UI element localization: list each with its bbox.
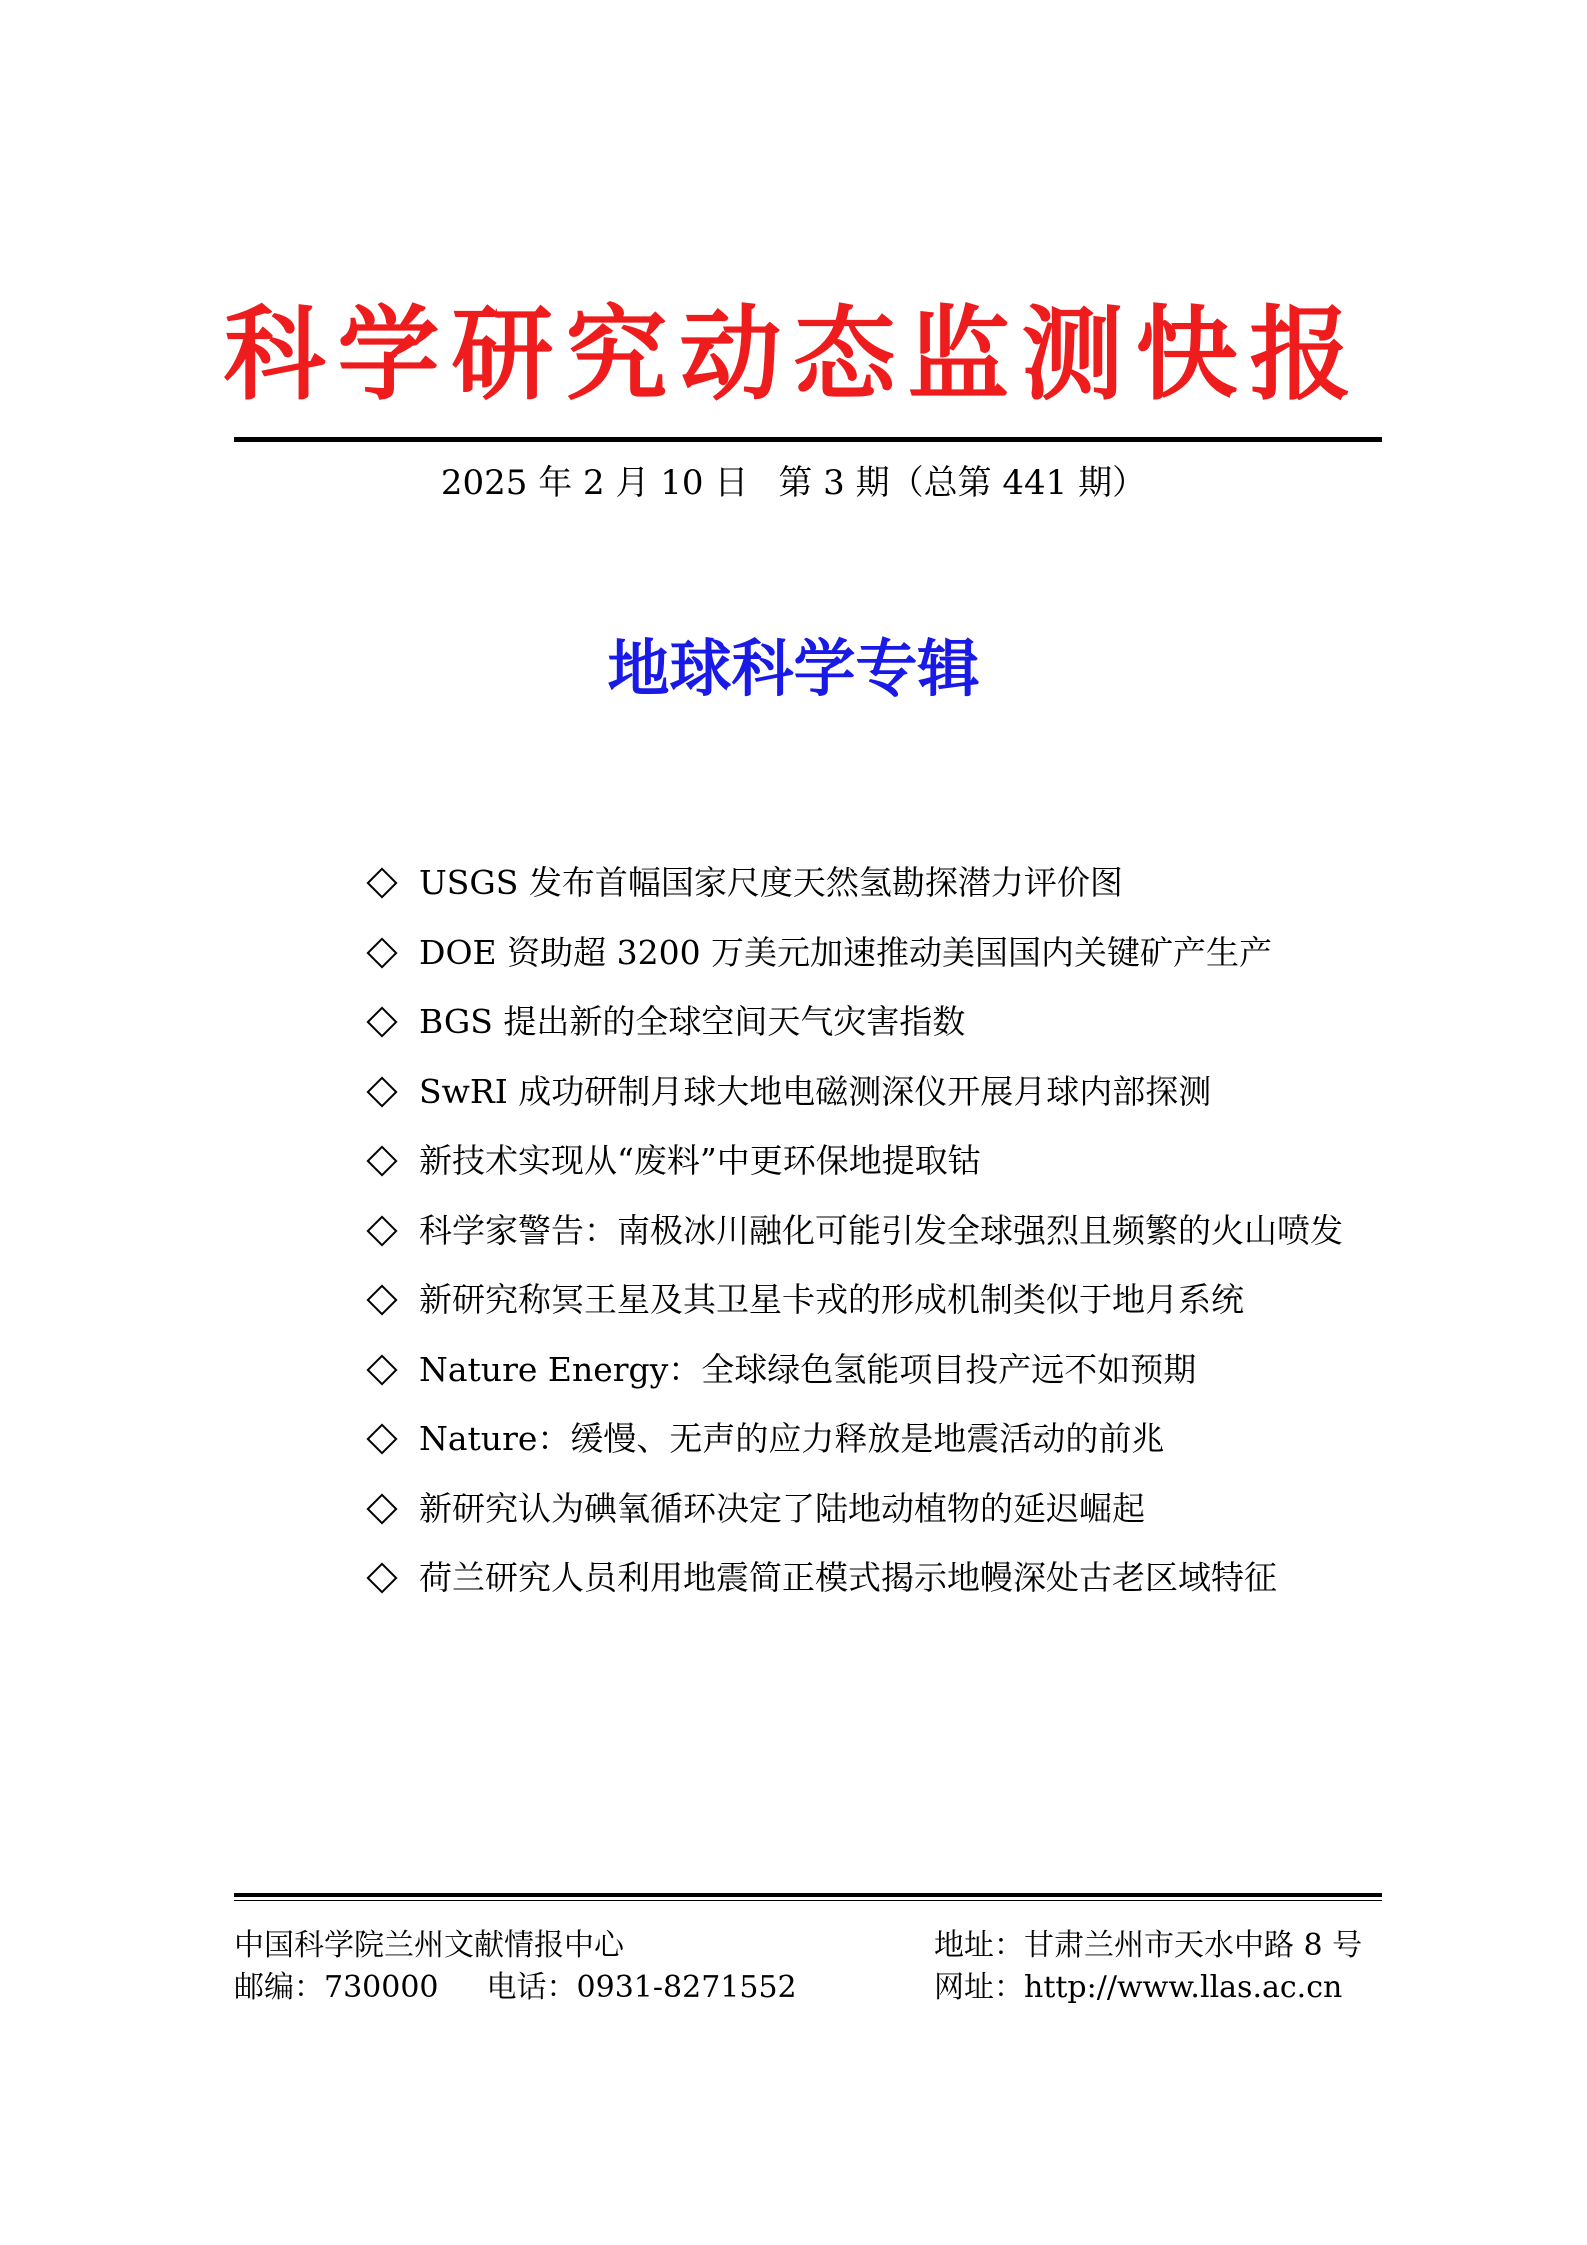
footer-org: 中国科学院兰州文献情报中心 xyxy=(234,1928,624,1963)
toc-item[interactable] xyxy=(366,1057,1366,1127)
toc-item[interactable] xyxy=(366,1126,1366,1196)
toc-item-text: 新研究称冥王星及其卫星卡戎的形成机制类似于地月系统 xyxy=(419,1280,1244,1319)
masthead-title: 科学研究动态监测快报 xyxy=(223,295,1364,415)
issue-number: 第 3 期（总第 441 期） xyxy=(778,463,1147,503)
diamond-bullet-icon xyxy=(366,1006,397,1037)
toc-item-text: BGS 提出新的全球空间天气灾害指数 xyxy=(419,1002,966,1041)
toc-item[interactable] xyxy=(366,1335,1366,1405)
toc-item-text: DOE 资助超 3200 万美元加速推动美国国内关键矿产生产 xyxy=(419,932,1273,972)
diamond-bullet-icon xyxy=(366,867,397,898)
toc-item[interactable] xyxy=(366,918,1366,988)
diamond-bullet-icon xyxy=(366,1145,397,1176)
diamond-bullet-icon xyxy=(366,1423,397,1454)
issue-date: 2025 年 2 月 10 日 xyxy=(440,463,749,503)
diamond-bullet-icon xyxy=(366,1076,397,1107)
toc-item-text: 新研究认为碘氧循环决定了陆地动植物的延迟崛起 xyxy=(419,1488,1145,1528)
header-rule xyxy=(234,437,1382,442)
toc-item[interactable] xyxy=(366,987,1366,1057)
toc-item-text: 科学家警告：南极冰川融化可能引发全球强烈且频繁的火山喷发 xyxy=(419,1210,1343,1250)
toc-item[interactable] xyxy=(366,1404,1366,1474)
toc-item[interactable] xyxy=(366,1196,1366,1266)
diamond-bullet-icon xyxy=(366,1562,397,1593)
toc-item-text: 荷兰研究人员利用地震简正模式揭示地幔深处古老区域特征 xyxy=(419,1558,1277,1597)
footer-website[interactable]: 网址：http://www.llas.ac.cn xyxy=(934,1970,1343,2005)
footer-phone: 电话：0931-8271552 xyxy=(486,1970,797,2005)
issue-line xyxy=(0,460,1587,506)
diamond-bullet-icon xyxy=(366,937,397,968)
footer-address: 地址：甘肃兰州市天水中路 8 号 xyxy=(934,1928,1363,1963)
diamond-bullet-icon xyxy=(366,1284,397,1315)
toc-item[interactable] xyxy=(366,1474,1366,1544)
toc-item-text: 新技术实现从“废料”中更环保地提取钴 xyxy=(419,1141,981,1180)
footer-postcode: 邮编：730000 xyxy=(234,1970,439,2005)
toc-item-text: SwRI 成功研制月球大地电磁测深仪开展月球内部探测 xyxy=(419,1071,1212,1111)
footer-left xyxy=(234,1925,797,2009)
footer-rule xyxy=(234,1893,1382,1901)
toc-item-text: Nature Energy：全球绿色氢能项目投产远不如预期 xyxy=(419,1349,1197,1389)
footer-contact-row xyxy=(234,1967,797,2009)
toc-item[interactable] xyxy=(366,1543,1366,1613)
toc-item-text: Nature：缓慢、无声的应力释放是地震活动的前兆 xyxy=(419,1419,1165,1458)
toc-item[interactable] xyxy=(366,848,1366,918)
diamond-bullet-icon xyxy=(366,1354,397,1385)
toc-item[interactable] xyxy=(366,1265,1366,1335)
footer-right xyxy=(934,1925,1362,2009)
table-of-contents xyxy=(366,848,1366,1613)
diamond-bullet-icon xyxy=(366,1493,397,1524)
diamond-bullet-icon xyxy=(366,1215,397,1246)
toc-item-text: USGS 发布首幅国家尺度天然氢勘探潜力评价图 xyxy=(419,863,1123,902)
special-issue-title: 地球科学专辑 xyxy=(607,632,980,705)
